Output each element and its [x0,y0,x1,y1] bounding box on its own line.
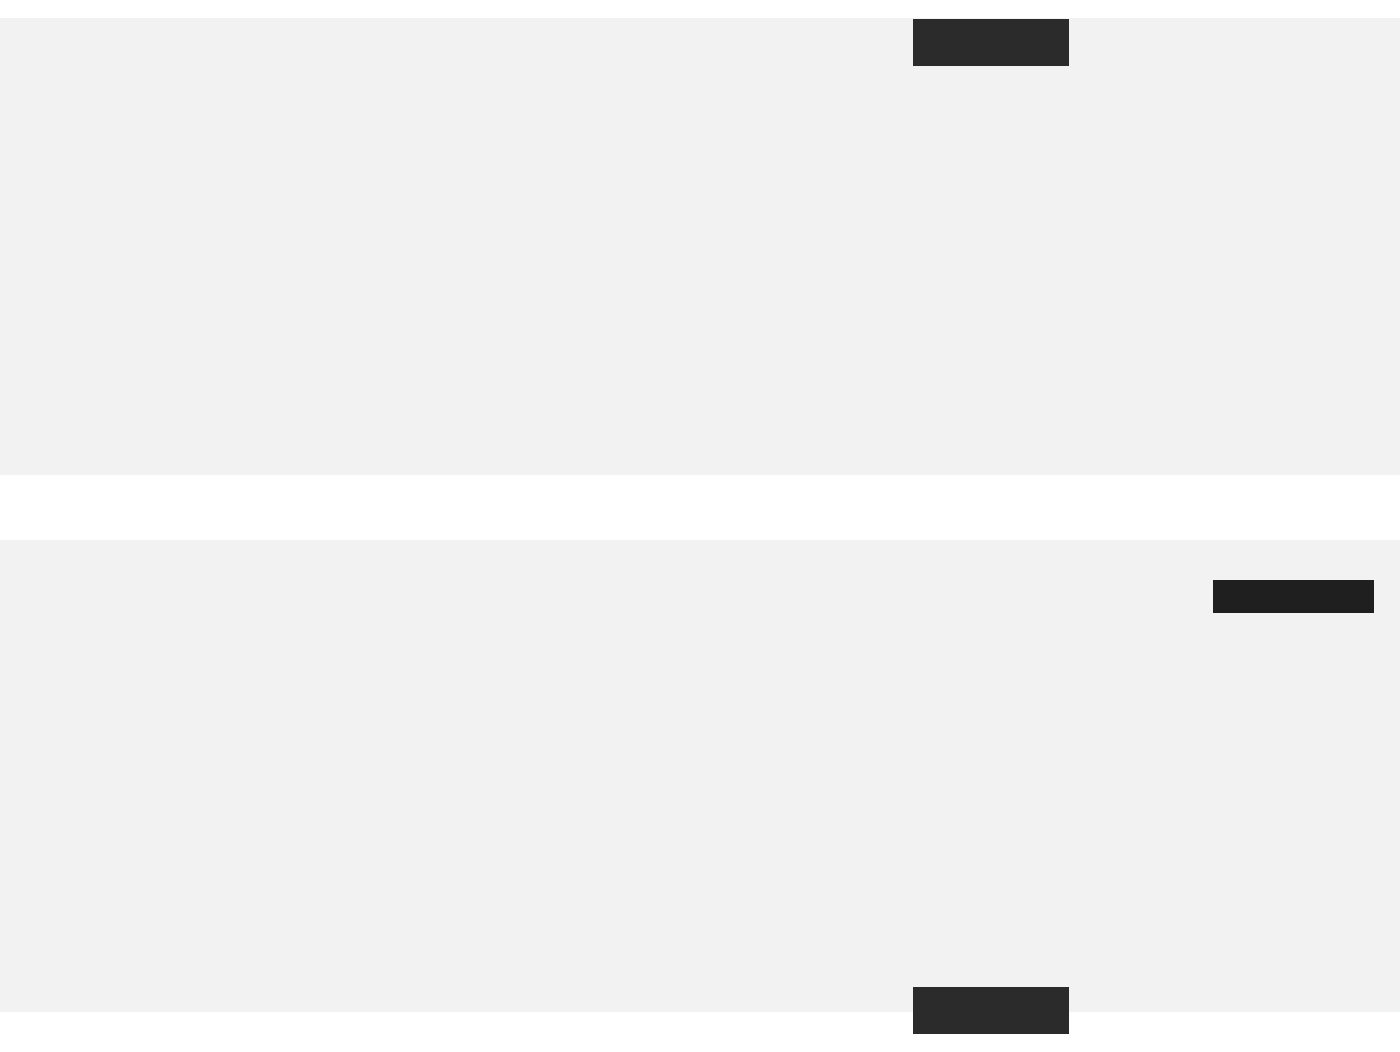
month-tab-bottom[interactable] [913,987,1069,1034]
top-page [0,18,1400,475]
month-box [1213,580,1374,613]
bottom-page [0,540,1400,1012]
month-tab-top[interactable] [913,19,1069,66]
